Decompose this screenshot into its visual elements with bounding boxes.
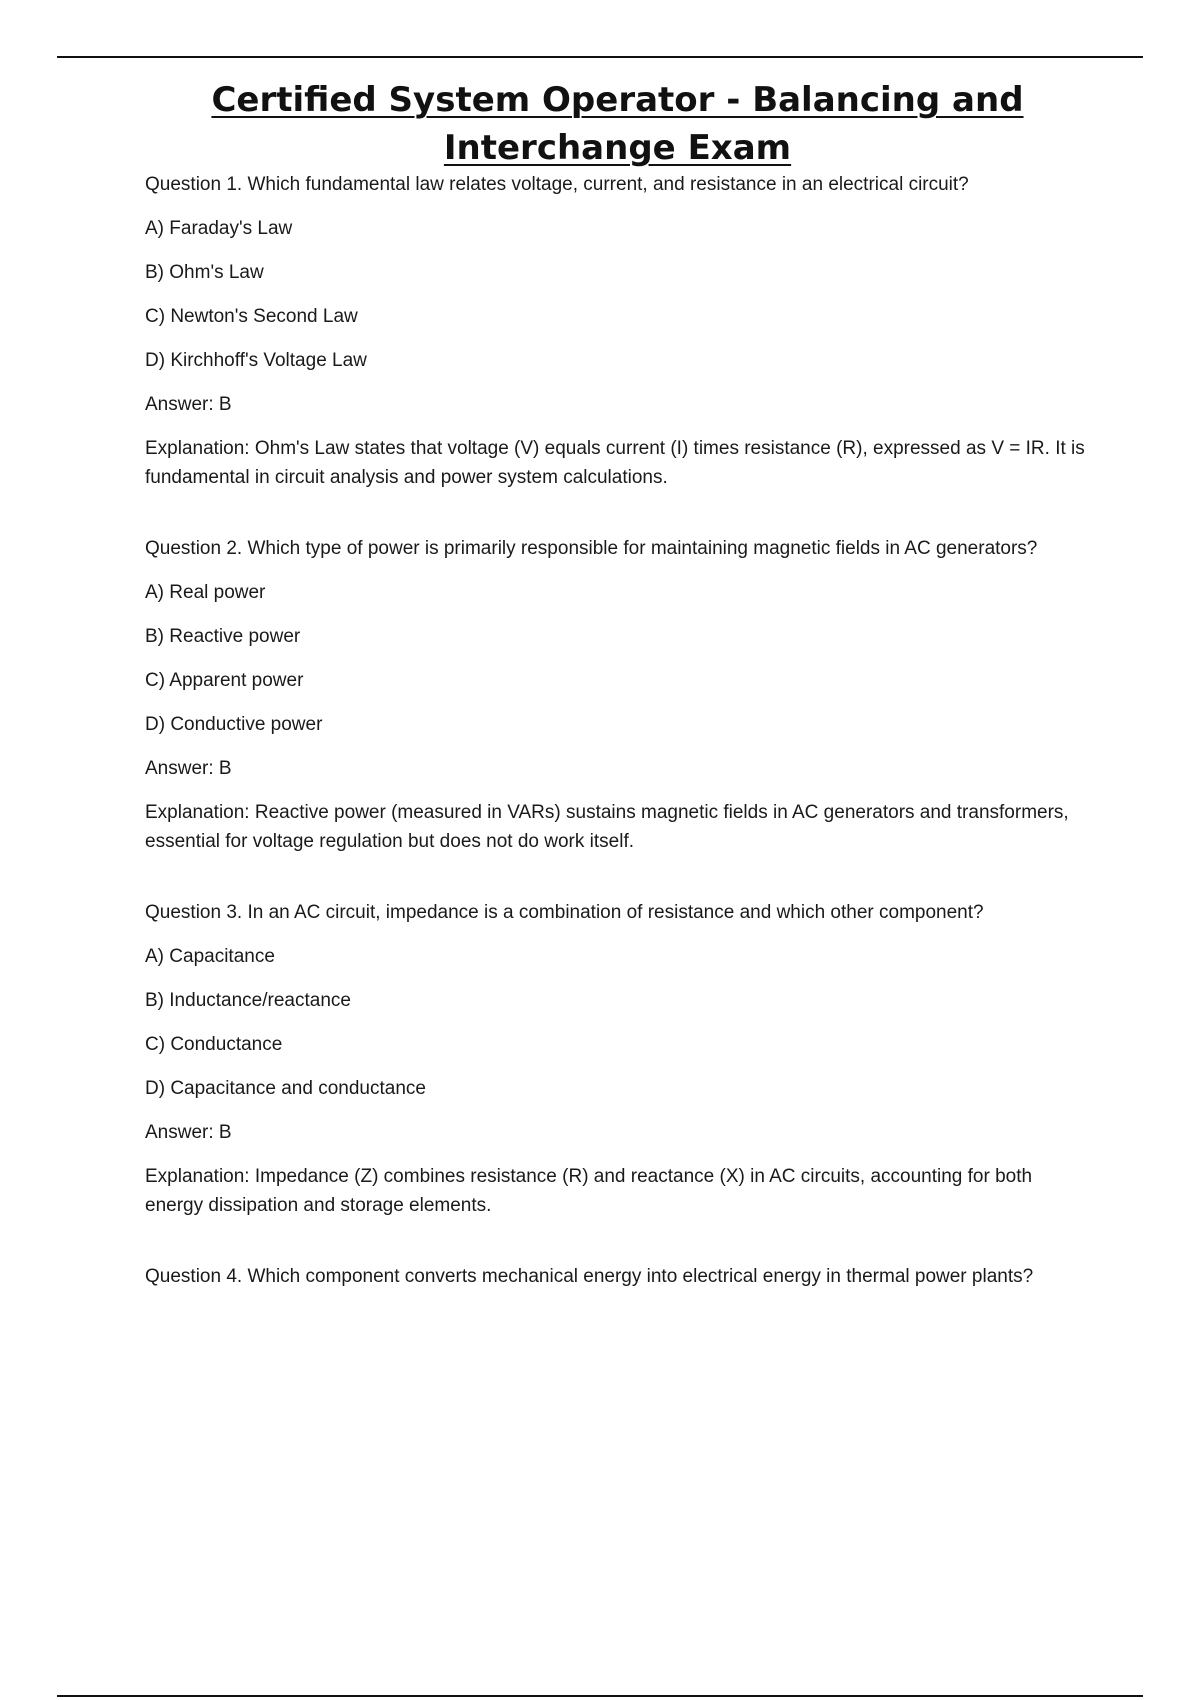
answer-option: C) Newton's Second Law (145, 306, 358, 327)
question-list (145, 170, 1090, 1333)
answer-option: A) Capacitance (145, 946, 275, 967)
answer-option: B) Reactive power (145, 626, 301, 647)
question-block (145, 170, 1090, 492)
question-text: Question 4. Which component converts mechanical energy into electrical energy in thermal power plants? (145, 1266, 1034, 1287)
explanation-text: Explanation: Reactive power (measured in VARs) sustains magnetic fields in AC generators and transformers, essential for voltage regulation but does not do work itself. (145, 802, 1069, 852)
answer-option: D) Conductive power (145, 714, 323, 735)
bottom-rule (57, 1695, 1143, 1697)
top-rule (57, 56, 1143, 58)
correct-answer: Answer: B (145, 1122, 232, 1143)
answer-option: C) Conductance (145, 1034, 283, 1055)
answer-option: D) Capacitance and conductance (145, 1078, 426, 1099)
question-block (145, 898, 1090, 1220)
question-text: Question 2. Which type of power is primarily responsible for maintaining magnetic fields in AC generators? (145, 538, 1038, 559)
answer-option: B) Ohm's Law (145, 262, 264, 283)
question-block (145, 534, 1090, 856)
correct-answer: Answer: B (145, 758, 232, 779)
correct-answer: Answer: B (145, 394, 232, 415)
answer-option: A) Faraday's Law (145, 218, 293, 239)
answer-option: B) Inductance/reactance (145, 990, 351, 1011)
question-text: Question 1. Which fundamental law relates voltage, current, and resistance in an electrical circuit? (145, 174, 969, 195)
page-title: Certified System Operator - Balancing and Interchange Exam (211, 80, 1024, 168)
answer-option: C) Apparent power (145, 670, 304, 691)
question-text: Question 3. In an AC circuit, impedance is a combination of resistance and which other component? (145, 902, 984, 923)
explanation-text: Explanation: Impedance (Z) combines resistance (R) and reactance (X) in AC circuits, accounting for both energy dissipation and storage elements. (145, 1166, 1033, 1216)
answer-option: D) Kirchhoff's Voltage Law (145, 350, 367, 371)
answer-option: A) Real power (145, 582, 266, 603)
question-block (145, 1262, 1090, 1291)
explanation-text: Explanation: Ohm's Law states that voltage (V) equals current (I) times resistance (R), expressed as V = IR. It is fundamental in circuit analysis and power system calculations. (145, 438, 1085, 488)
